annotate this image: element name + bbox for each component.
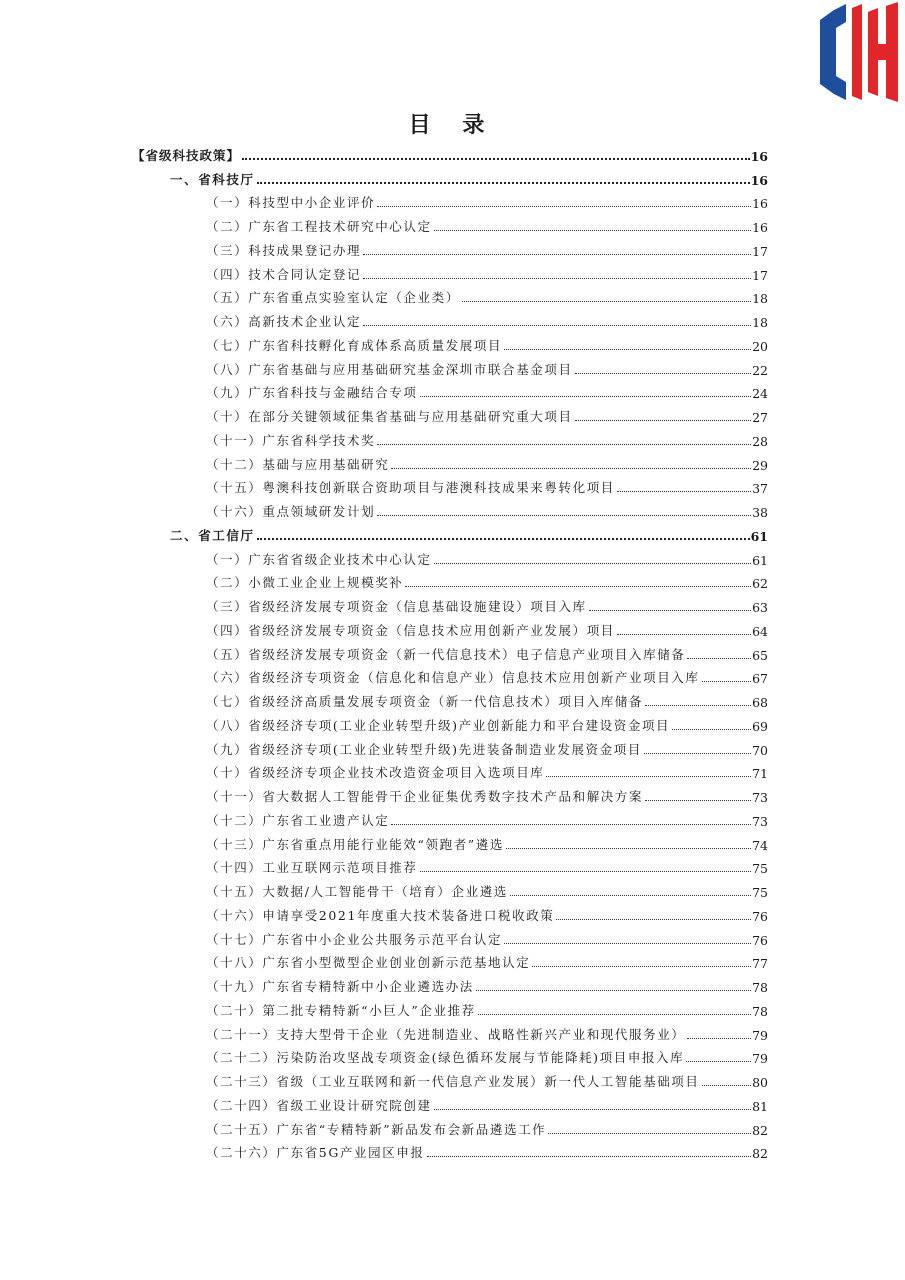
toc-leader-dots	[434, 229, 751, 231]
toc-leader-dots	[420, 395, 752, 397]
toc-leader-dots	[420, 870, 752, 872]
toc-entry-page: 20	[752, 338, 768, 354]
toc-entry-page: 77	[752, 956, 768, 972]
toc-entry-page: 69	[752, 718, 768, 734]
toc-leader-dots	[405, 585, 751, 587]
toc-entry-page: 71	[752, 766, 768, 782]
toc-entry-page: 76	[752, 932, 768, 948]
toc-entry[interactable]	[132, 544, 768, 568]
toc-entry[interactable]	[132, 449, 768, 473]
toc-leader-dots	[556, 918, 751, 920]
toc-entry-label: （五）广东省重点实验室认定（企业类）	[206, 290, 460, 306]
toc-entry-label: （十一）省大数据人工智能骨干企业征集优秀数字技术产品和解决方案	[206, 789, 644, 804]
toc-leader-dots	[391, 823, 751, 825]
toc-leader-dots	[427, 1155, 752, 1157]
toc-entry-page: 68	[752, 695, 768, 710]
toc-entry-label: （十五）大数据/人工智能骨干（培育）企业遴选	[206, 884, 508, 899]
toc-entry-label: （十二）广东省工业遗产认定	[206, 812, 390, 828]
toc-leader-dots	[391, 467, 751, 469]
toc-entry-page: 17	[752, 267, 768, 283]
toc-entry-label: （十二）基础与应用基础研究	[206, 456, 390, 472]
toc-entry[interactable]	[132, 805, 768, 829]
toc-leader-dots	[645, 799, 751, 801]
toc-entry-label: （十三）广东省重点用能行业能效“领跑者”遴选	[206, 836, 504, 852]
toc-leader-dots	[363, 277, 751, 279]
toc-entry-page: 73	[752, 813, 768, 829]
toc-leader-dots	[702, 680, 752, 682]
toc-entry-page: 80	[752, 1075, 768, 1090]
toc-entry-page: 75	[752, 861, 768, 877]
toc-entry[interactable]	[132, 1090, 768, 1114]
toc-entry[interactable]	[132, 758, 768, 782]
toc-leader-dots	[377, 443, 751, 445]
toc-entry-page: 16	[752, 196, 768, 212]
toc-entry[interactable]	[132, 710, 768, 734]
toc-entry-page: 61	[752, 552, 768, 568]
toc-entry-label: （二十四）省级工业设计研究院创建	[206, 1097, 432, 1113]
toc-leader-dots	[672, 728, 751, 730]
toc-entry-label: 一、省科技厅	[170, 171, 255, 187]
toc-entry-page: 37	[752, 481, 768, 497]
toc-entry[interactable]	[132, 734, 768, 758]
toc-leader-dots	[257, 181, 750, 184]
toc-leader-dots	[687, 1037, 751, 1039]
toc-entry-page: 63	[752, 600, 768, 615]
toc-entry-page: 73	[752, 790, 768, 805]
toc-entry-label: （二十五）广东省“专精特新”新品发布会新品遴选工作	[206, 1121, 547, 1137]
toc-entry[interactable]	[132, 378, 768, 402]
toc-entry-label: （一）科技型中小企业评价	[206, 195, 376, 211]
toc-leader-dots	[478, 1013, 751, 1015]
toc-entry-label: （十四）工业互联网示范项目推荐	[206, 860, 418, 876]
toc-entry-page: 67	[752, 671, 768, 687]
toc-entry-label: （二十）第二批专精特新“小巨人”企业推荐	[206, 1002, 476, 1018]
toc-entry-label: （七）省级经济高质量发展专项资金（新一代信息技术）项目入库储备	[206, 694, 644, 709]
toc-leader-dots	[363, 324, 751, 326]
toc-leader-dots	[257, 537, 750, 540]
toc-entry-page: 16	[750, 148, 768, 164]
toc-entry[interactable]	[132, 924, 768, 948]
toc-entry-label: （二）小微工业企业上规模奖补	[206, 575, 404, 591]
toc-entry-label: （九）省级经济专项(工业企业转型升级)先进装备制造业发展资金项目	[206, 741, 642, 757]
toc-entry[interactable]	[132, 473, 768, 497]
toc-entry[interactable]	[132, 1019, 768, 1043]
toc-entry[interactable]	[132, 188, 768, 212]
toc-entry[interactable]	[132, 140, 768, 164]
toc-leader-dots	[434, 1108, 751, 1110]
toc-entry-page: 18	[752, 315, 768, 330]
toc-entry[interactable]	[132, 520, 768, 544]
toc-entry-label: （十八）广东省小型微型企业创业创新示范基地认定	[206, 955, 531, 971]
toc-leader-dots	[434, 562, 751, 564]
toc-entry-label: （三）省级经济发展专项资金（信息基础设施建设）项目入库	[206, 599, 587, 614]
toc-entry[interactable]	[132, 591, 768, 615]
toc-entry-label: （二十三）省级（工业互联网和新一代信息产业发展）新一代人工智能基础项目	[206, 1074, 700, 1089]
toc-entry[interactable]	[132, 615, 768, 639]
toc-entry-page: 38	[752, 505, 768, 520]
toc-entry-page: 29	[752, 457, 768, 473]
toc-entry[interactable]	[132, 401, 768, 425]
toc-entry[interactable]	[132, 330, 768, 354]
toc-entry-page: 65	[752, 647, 768, 663]
toc-entry[interactable]	[132, 686, 768, 710]
toc-leader-dots	[644, 752, 751, 754]
toc-entry[interactable]	[132, 164, 768, 188]
cih-logo-icon	[812, 2, 902, 102]
toc-leader-dots	[589, 609, 751, 611]
toc-entry-page: 78	[752, 980, 768, 995]
toc-leader-dots	[377, 205, 751, 207]
toc-leader-dots	[617, 490, 751, 492]
toc-entry-label: （十五）粤澳科技创新联合资助项目与港澳科技成果来粤转化项目	[206, 480, 615, 496]
toc-entry-label: （十一）广东省科学技术奖	[206, 432, 376, 448]
logo-blue-part	[820, 4, 846, 100]
toc-entry-page: 79	[752, 1051, 768, 1067]
toc-entry-label: 【省级科技政策】	[132, 147, 241, 163]
toc-leader-dots	[645, 704, 751, 706]
toc-leader-dots	[617, 633, 751, 635]
toc-entry-page: 28	[752, 433, 768, 449]
toc-entry-label: （十九）广东省专精特新中小企业遴选办法	[206, 979, 474, 994]
toc-entry[interactable]	[132, 781, 768, 805]
toc-entry[interactable]	[132, 639, 768, 663]
toc-entry[interactable]	[132, 259, 768, 283]
toc-entry[interactable]	[132, 425, 768, 449]
toc-entry-page: 79	[752, 1027, 768, 1043]
toc-entry[interactable]	[132, 283, 768, 307]
toc-leader-dots	[504, 348, 751, 350]
toc-entry[interactable]	[132, 948, 768, 972]
toc-entry-label: （四）技术合同认定登记	[206, 266, 362, 282]
toc-entry-page: 82	[752, 1122, 768, 1138]
toc-entry[interactable]	[132, 1114, 768, 1138]
logo-red-h	[868, 2, 898, 102]
toc-entry-label: （四）省级经济发展专项资金（信息技术应用创新产业发展）项目	[206, 622, 615, 638]
toc-entry[interactable]	[132, 211, 768, 235]
toc-entry-label: （五）省级经济发展专项资金（新一代信息技术）电子信息产业项目入库储备	[206, 646, 686, 662]
toc-entry[interactable]	[132, 876, 768, 900]
toc-entry[interactable]	[132, 995, 768, 1019]
toc-entry[interactable]	[132, 1043, 768, 1067]
page-title: 目 录	[408, 112, 497, 138]
toc-entry-page: 61	[750, 528, 768, 544]
toc-entry-label: （十七）广东省中小企业公共服务示范平台认定	[206, 931, 503, 947]
toc-entry-label: （六）高新技术企业认定	[206, 314, 362, 329]
toc-entry-label: （二十一）支持大型骨干企业（先进制造业、战略性新兴产业和现代服务业）	[206, 1026, 686, 1042]
toc-leader-dots	[363, 253, 751, 255]
toc-leader-dots	[687, 657, 751, 659]
toc-entry-label: （二）广东省工程技术研究中心认定	[206, 219, 432, 234]
toc-entry[interactable]	[132, 829, 768, 853]
toc-entry-page: 17	[752, 243, 768, 259]
toc-leader-dots	[532, 965, 751, 967]
toc-entry-label: （十六）申请享受2021年度重大技术装备进口税收政策	[206, 907, 555, 923]
toc-entry-page: 16	[750, 172, 768, 188]
toc-entry-page: 62	[752, 576, 768, 592]
toc-leader-dots	[504, 942, 751, 944]
toc-entry-page: 70	[752, 742, 768, 758]
toc-leader-dots	[546, 775, 751, 777]
toc-entry[interactable]	[132, 235, 768, 259]
toc-entry-page: 74	[752, 837, 768, 853]
toc-entry-label: （十）省级经济专项企业技术改造资金项目入选项目库	[206, 765, 545, 781]
toc-entry[interactable]	[132, 354, 768, 378]
toc-leader-dots	[510, 894, 751, 896]
toc-leader-dots	[476, 989, 751, 991]
toc-entry-page: 82	[752, 1146, 768, 1162]
toc-entry[interactable]	[132, 1138, 768, 1162]
toc-entry-label: （九）广东省科技与金融结合专项	[206, 385, 418, 401]
toc-entry[interactable]	[132, 568, 768, 592]
toc-entry-label: （一）广东省省级企业技术中心认定	[206, 551, 432, 567]
toc-entry[interactable]	[132, 853, 768, 877]
toc-entry-label: （八）广东省基础与应用基础研究基金深圳市联合基金项目	[206, 361, 573, 377]
toc-entry-label: （七）广东省科技孵化育成体系高质量发展项目	[206, 337, 503, 353]
toc-entry-page: 16	[752, 220, 768, 235]
toc-entry[interactable]	[132, 900, 768, 924]
toc-leader-dots	[506, 847, 751, 849]
toc-entry-label: （二十六）广东省5G产业园区申报	[206, 1145, 425, 1161]
toc-entry-label: （二十二）污染防治攻坚战专项资金(绿色循环发展与节能降耗)项目申报入库	[206, 1050, 685, 1066]
toc-entry-label: 二、省工信厅	[170, 527, 255, 543]
toc-leader-dots	[686, 1060, 751, 1062]
toc-leader-dots	[548, 1132, 751, 1134]
toc-leader-dots	[377, 514, 751, 516]
toc-leader-dots	[575, 372, 751, 374]
toc-entry-page: 24	[752, 386, 768, 402]
toc-entry-page: 64	[752, 623, 768, 639]
toc-entry-page: 81	[752, 1098, 768, 1114]
toc-entry[interactable]	[132, 971, 768, 995]
toc-entry-page: 18	[752, 291, 768, 307]
toc-entry-page: 27	[752, 410, 768, 425]
toc-leader-dots	[242, 157, 750, 160]
toc-entry[interactable]	[132, 496, 768, 520]
toc-entry-page: 75	[752, 885, 768, 900]
toc-leader-dots	[462, 300, 751, 302]
toc-entry-page: 78	[752, 1003, 768, 1019]
toc-leader-dots	[575, 419, 751, 421]
toc-entry-label: （六）省级经济专项资金（信息化和信息产业）信息技术应用创新产业项目入库	[206, 670, 700, 686]
toc-entry-page: 22	[752, 362, 768, 378]
toc-entry-label: （十）在部分关键领域征集省基础与应用基础研究重大项目	[206, 409, 573, 424]
toc-leader-dots	[702, 1084, 752, 1086]
table-of-contents	[132, 140, 768, 1161]
logo-red-bar	[852, 4, 862, 100]
toc-entry-label: （十六）重点领域研发计划	[206, 504, 376, 519]
toc-entry[interactable]	[132, 306, 768, 330]
toc-entry-page: 76	[752, 908, 768, 924]
toc-entry-label: （三）科技成果登记办理	[206, 242, 362, 258]
toc-entry[interactable]	[132, 1066, 768, 1090]
toc-entry-label: （八）省级经济专项(工业企业转型升级)产业创新能力和平台建设资金项目	[206, 717, 671, 733]
toc-entry[interactable]	[132, 663, 768, 687]
